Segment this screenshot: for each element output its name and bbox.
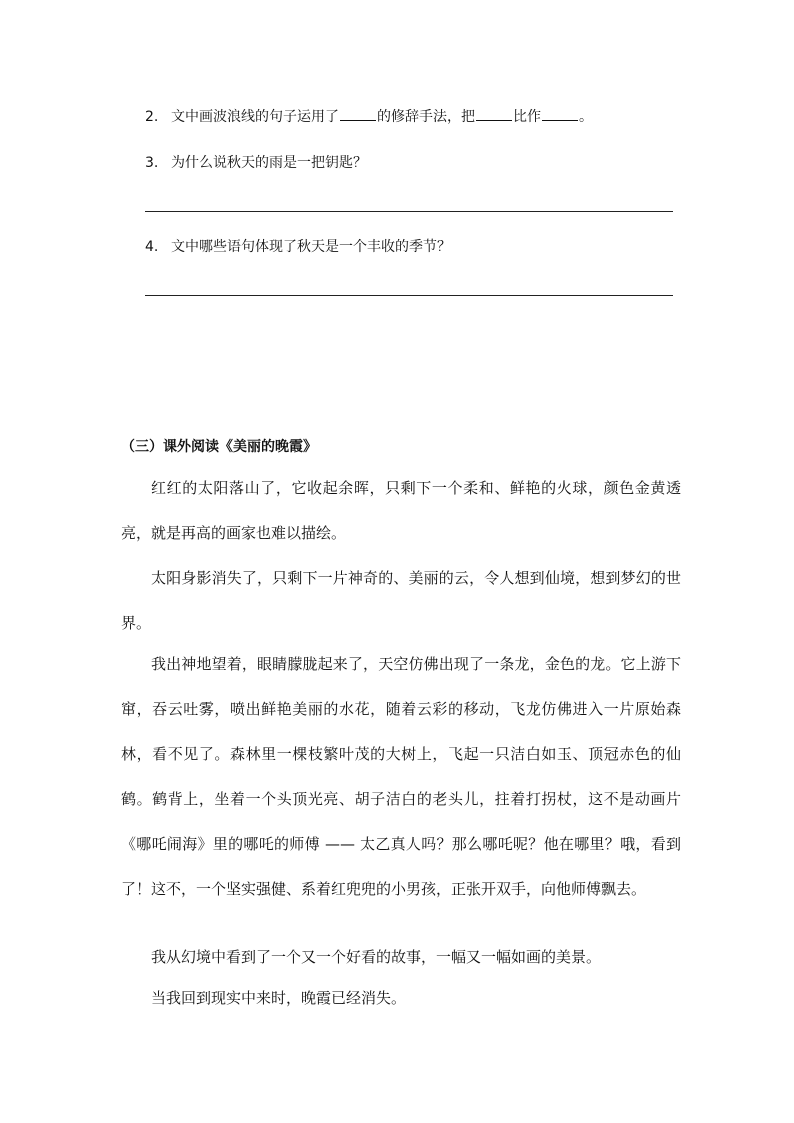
question-4-answer-line[interactable] (145, 295, 673, 296)
section-title: （三）课外阅读《美丽的晚霞》 (121, 439, 317, 455)
question-4-number: 4. (145, 239, 159, 255)
question-3-answer-line[interactable] (145, 211, 673, 212)
question-2-text-part-3: 比作 (513, 109, 541, 125)
question-2 (145, 106, 593, 127)
question-2-blank-1[interactable] (340, 106, 376, 121)
question-3-number: 3. (145, 155, 159, 171)
question-4-text: 文中哪些语句体现了秋天是一个丰收的季节？ (171, 239, 451, 255)
passage-paragraph-1: 红红的太阳落山了，它收起余晖，只剩下一个柔和、鲜艳的火球，颜色金黄透亮，就是再高的画家也难以描绘。 (121, 479, 681, 542)
question-2-text-part-2: 的修辞手法，把 (377, 109, 475, 125)
question-2-blank-3[interactable] (542, 106, 578, 121)
passage-paragraph-4: 我从幻境中看到了一个又一个好看的故事，一幅又一幅如画的美景。 (151, 948, 602, 966)
question-2-text-part-1: 文中画波浪线的句子运用了 (171, 109, 339, 125)
passage-paragraph-5: 当我回到现实中来时，晚霞已经消失。 (151, 989, 407, 1007)
question-3 (145, 153, 367, 173)
question-3-text: 为什么说秋天的雨是一把钥匙？ (171, 155, 367, 171)
passage-paragraph-2: 太阳身影消失了，只剩下一片神奇的、美丽的云，令人想到仙境，想到梦幻的世界。 (121, 569, 681, 632)
question-2-blank-2[interactable] (476, 106, 512, 121)
question-4 (145, 237, 451, 257)
question-2-number: 2. (145, 109, 159, 125)
question-2-text-part-4: 。 (579, 109, 593, 125)
passage-paragraph-3: 我出神地望着，眼睛朦胧起来了，天空仿佛出现了一条龙，金色的龙。它上游下窜，吞云吐雾，喷出鲜艳美丽的水花，随着云彩的移动，飞龙仿佛进入一片原始森林，看不见了。森林里一棵枝繁叶茂的大树上，飞起一只洁白如玉、顶冠赤色的仙鹤。鹤背上，坐着一个头顶光亮、胡子洁白的老头儿，拄着打拐杖，这不是动画片《哪吒闹海》里的哪吒的师傅 —— 太乙真人吗？那么哪吒呢？他在哪里？哦，看到了！这不，一个坚实强健、系着红兜兜的小男孩，正张开双手，向他师傅飘去。 (121, 655, 681, 898)
